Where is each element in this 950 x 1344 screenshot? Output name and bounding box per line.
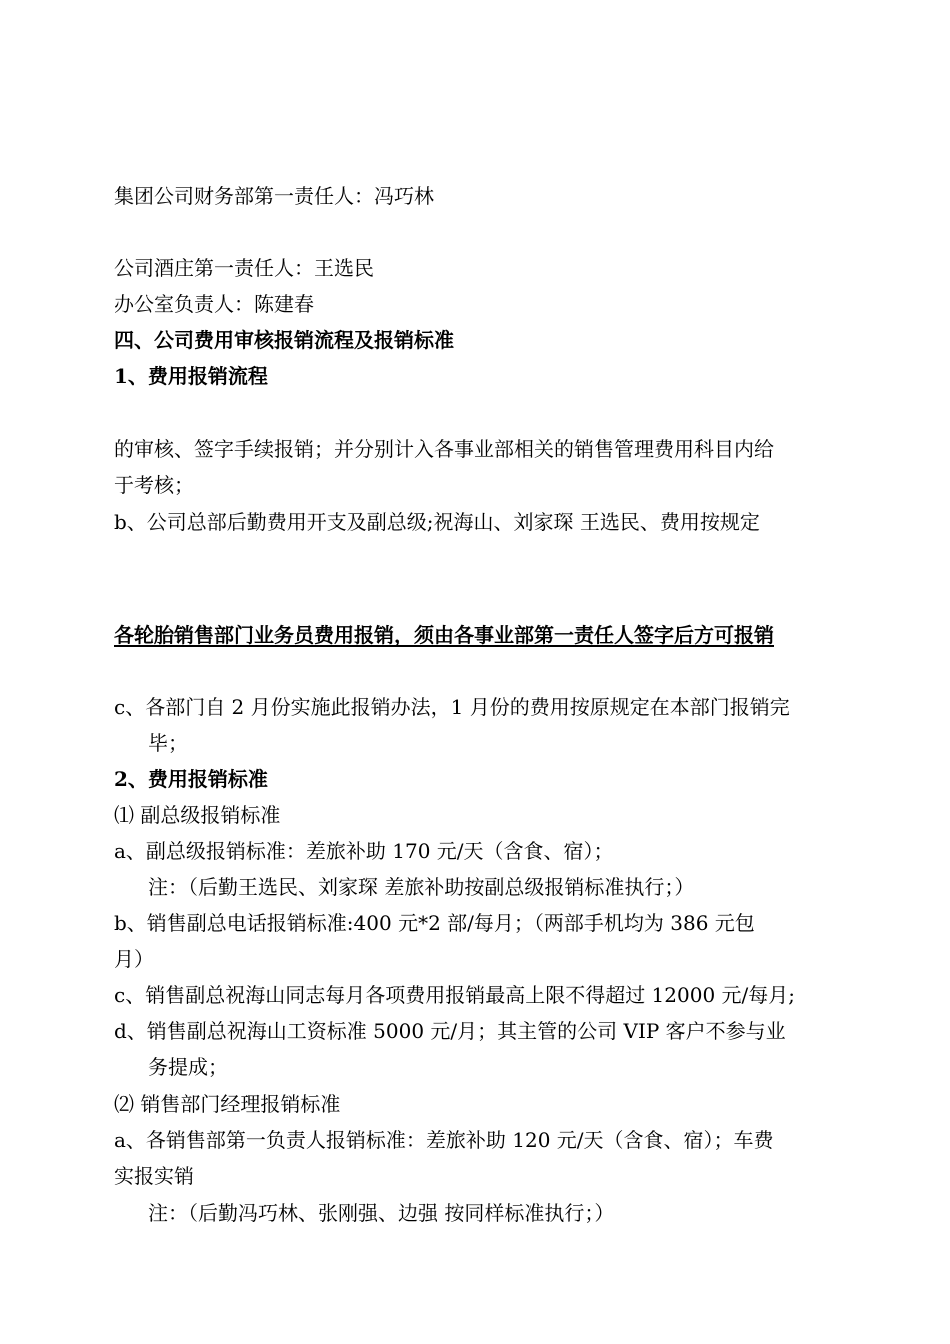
item-1a: a、副总级报销标准：差旅补助 170 元/天（含食、宿）；	[114, 839, 614, 863]
paragraph-a-line2: 的审核、签字手续报销；并分别计入各事业部相关的销售管理费用科目内给	[114, 437, 774, 461]
item-1c: c、销售副总祝海山同志每月各项费用报销最高上限不得超过 12000 元/每月;	[114, 983, 796, 1007]
paragraph-a-line3: 于考核；	[114, 473, 194, 497]
item-2a-line1: a、各销售部第一负责人报销标准：差旅补助 120 元/天（含食、宿）；车费	[114, 1128, 774, 1152]
paragraph-tire-dept-head	[114, 580, 859, 616]
paragraph-c-line2: 毕；	[148, 731, 188, 755]
section-heading-4: 四、公司费用审核报销流程及报销标准	[114, 328, 454, 352]
item-1-note: 注：（后勤王选民、刘家琛 差旅补助按副总级报销标准执行；）	[148, 875, 695, 899]
paragraph-a-line1	[114, 394, 859, 430]
subheading-reimbursement-standard: 2、费用报销标准	[114, 767, 268, 791]
item-1b-line2: 月）	[114, 947, 154, 971]
paragraph-salesperson-rule: 各轮胎销售部门业务员费用报销，须由各事业部第一责任人签字后方可报销	[114, 623, 774, 647]
item-1d-line2: 务提成；	[148, 1055, 228, 1079]
item-1b-line1: b、销售副总电话报销标准:400 元*2 部/每月；（两部手机均为 386 元包	[114, 911, 755, 935]
line-office: 办公室负责人：陈建春	[114, 292, 314, 316]
item-1-heading: ⑴ 副总级报销标准	[114, 803, 281, 827]
line-sedan-tire-dept	[114, 107, 859, 143]
line-logistics-dept	[114, 214, 859, 250]
line-finance-dept: 集团公司财务部第一责任人：冯巧林	[114, 184, 434, 208]
paragraph-b-line2	[148, 542, 859, 578]
line-winery: 公司酒庄第一责任人：王选民	[114, 256, 374, 280]
line-engineering-tire	[114, 142, 859, 178]
item-1d-line1: d、销售副总祝海山工资标准 5000 元/月；其主管的公司 VIP 客户不参与业	[114, 1019, 786, 1043]
subheading-reimbursement-process: 1、费用报销流程	[114, 364, 268, 388]
paragraph-b-line1: b、公司总部后勤费用开支及副总级;祝海山、刘家琛 王选民、费用按规定	[114, 510, 760, 534]
item-2a-line2: 实报实销	[114, 1164, 194, 1188]
paragraph-logistics-expense	[114, 653, 859, 689]
item-2-note: 注：（后勤冯巧林、张刚强、边强 按同样标准执行；）	[148, 1201, 615, 1225]
item-2-heading: ⑵ 销售部门经理报销标准	[114, 1092, 341, 1116]
paragraph-c-line1: c、各部门自 2 月份实施此报销办法，1 月份的费用按原规定在本部门报销完	[114, 695, 790, 719]
